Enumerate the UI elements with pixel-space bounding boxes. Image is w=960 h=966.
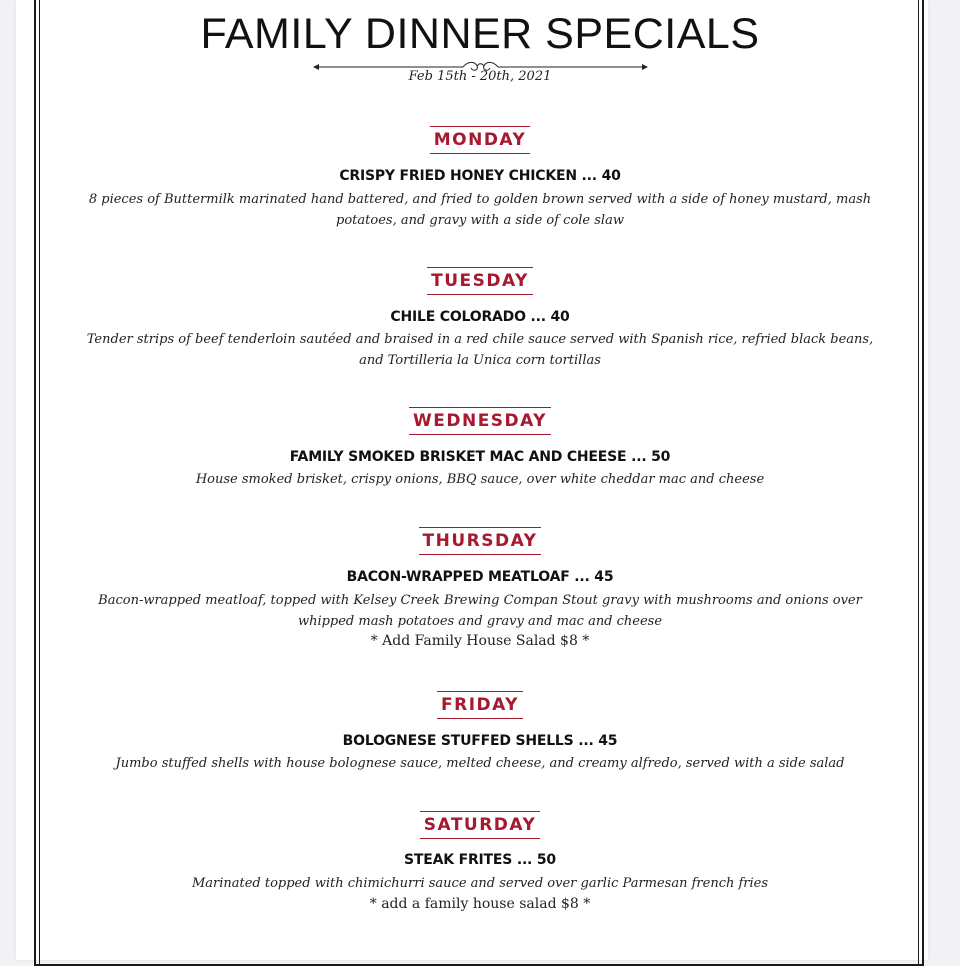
day-heading-monday (0, 126, 960, 154)
menu-title: FAMILY DINNER SPECIALS (200, 10, 760, 58)
dish-description: 8 pieces of Buttermilk marinated hand battered, and fried to golden brown served with a side of honey mustard, mash potatoes, and gravy with a side of cole slaw (88, 192, 872, 228)
day-label: SATURDAY (420, 811, 541, 839)
day-label: WEDNESDAY (409, 407, 551, 435)
day-label: TUESDAY (427, 267, 533, 295)
dish-name: BACON-WRAPPED MEATLOAF ... 45 (346, 569, 614, 585)
day-heading-saturday (0, 811, 960, 839)
addon-note: * Add Family House Salad $8 * (370, 633, 590, 649)
dish-name: CRISPY FRIED HONEY CHICKEN ... 40 (339, 168, 621, 184)
dish-description: Jumbo stuffed shells with house bolognese sauce, melted cheese, and creamy alfredo, served with a side salad (115, 756, 845, 771)
day-heading-friday (0, 691, 960, 719)
day-label: MONDAY (430, 126, 531, 154)
day-label: THURSDAY (419, 527, 542, 555)
dish-description: House smoked brisket, crispy onions, BBQ sauce, over white cheddar mac and cheese (195, 472, 765, 487)
dish-description: Tender strips of beef tenderloin sautéed and braised in a red chile sauce served with Spanish rice, refried black beans, and Tortilleria la Unica corn tortillas (86, 332, 874, 368)
day-heading-tuesday (0, 267, 960, 295)
date-range: Feb 15th - 20th, 2021 (408, 69, 552, 84)
day-label: FRIDAY (437, 691, 523, 719)
day-heading-thursday (0, 527, 960, 555)
dish-name: BOLOGNESE STUFFED SHELLS ... 45 (342, 733, 618, 749)
dish-name: CHILE COLORADO ... 40 (390, 309, 570, 325)
addon-note: * add a family house salad $8 * (369, 896, 591, 912)
dish-name: FAMILY SMOKED BRISKET MAC AND CHEESE ... 50 (289, 449, 671, 465)
day-heading-wednesday (0, 407, 960, 435)
dish-description: Marinated topped with chimichurri sauce and served over garlic Parmesan french fries (191, 876, 769, 891)
dish-description: Bacon-wrapped meatloaf, topped with Kelsey Creek Brewing Compan Stout gravy with mushrooms and onions over whipped mash potatoes and gravy and mac and cheese (98, 593, 862, 629)
dish-name: STEAK FRITES ... 50 (404, 852, 556, 868)
